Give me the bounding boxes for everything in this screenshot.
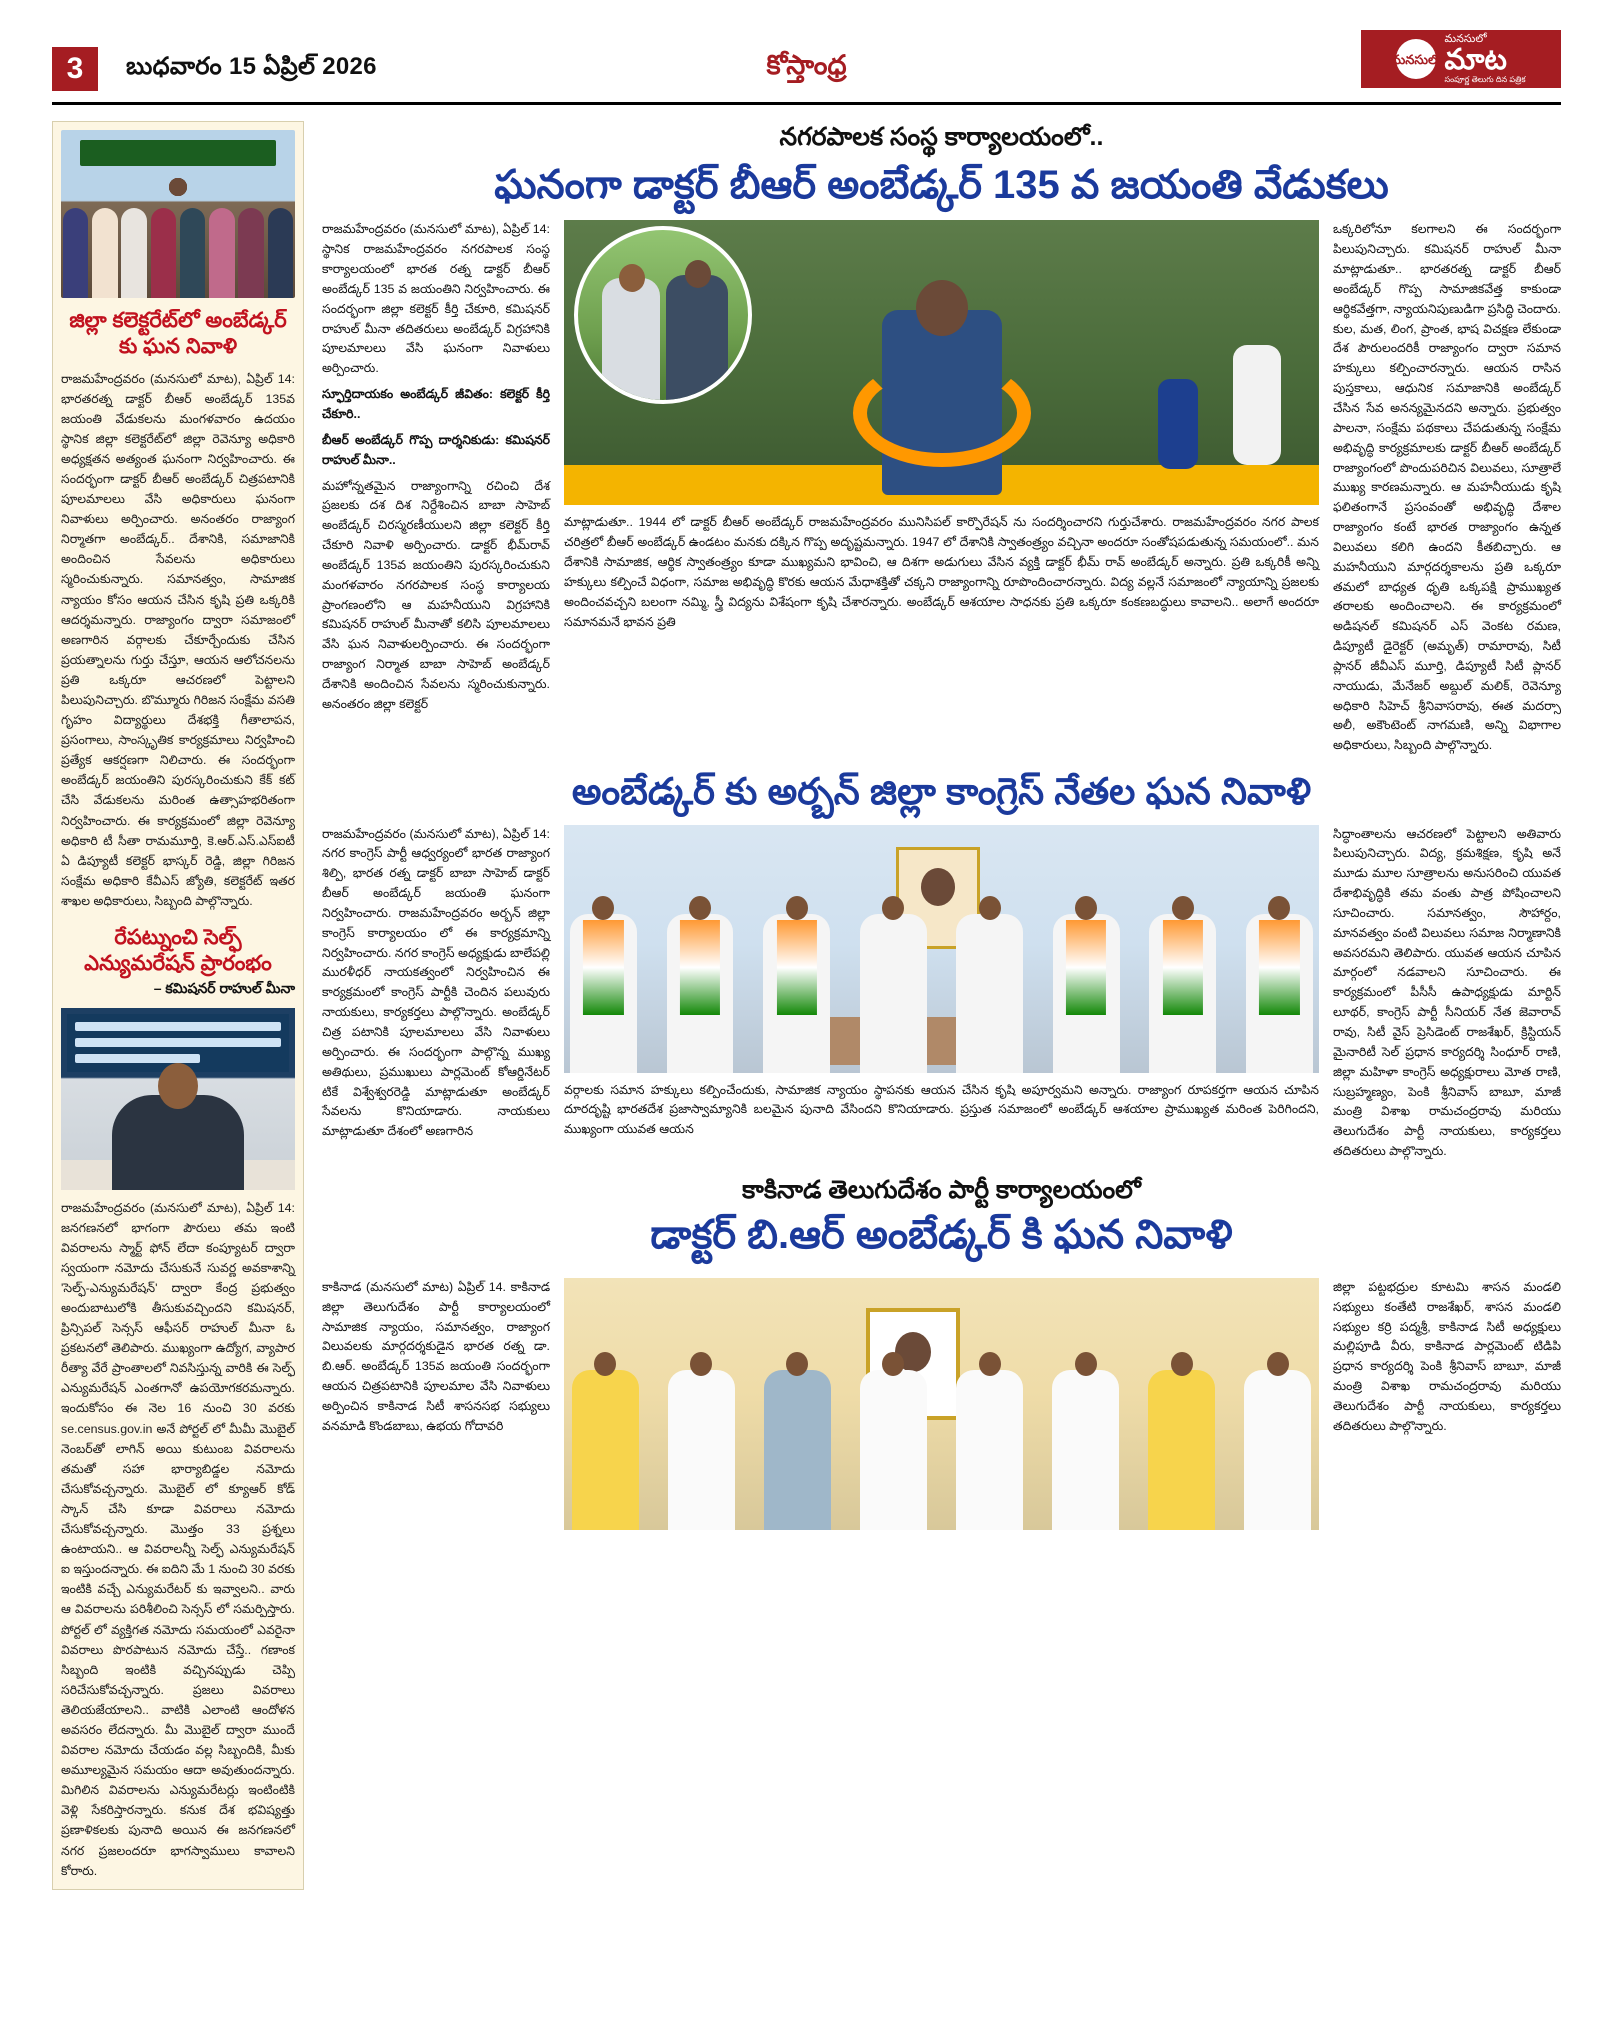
story-tdp-col-b [1333, 1278, 1561, 1530]
inset-person [666, 275, 727, 401]
story-congress-col-a [322, 825, 550, 1162]
congress-office-photo [564, 825, 1319, 1073]
photo-scarf [680, 920, 720, 1015]
photo-person [1148, 1370, 1215, 1530]
photo-person [238, 208, 264, 298]
photo-person [1053, 914, 1120, 1072]
story-tdp-col-b-text: జిల్లా పట్టభద్రుల కూటమి శాసన మండలి సభ్యులు కంతేటి రాజశేఖర్, శాసన మండలి సభ్యుల కర్రి పద్మశ్రీ, కాకినాడ సిటీ అధ్యక్షులు మల్లిపూడి వీరు, కాకినాడ పార్లమెంట్ టిడిపి ప్రధాన కార్యదర్శి పెంకి శ్రీనివాస్ బాబూ, మాజీ మంత్రి విశాఖ రామచంద్రరావు మరియు తెలుగుదేశం పార్టీ నాయకులు, కార్యకర్తలు తదితరులు పాల్గొన్నారు. [1333, 1279, 1561, 1433]
left-story2-subhead: – కమిషనర్ రాహుల్ మీనా [153, 979, 295, 996]
photo-person [268, 208, 294, 298]
photo-person [63, 208, 89, 298]
story-main [322, 123, 1561, 756]
inset-person-head [685, 260, 711, 288]
story-main-col-a-sub2: బీఆర్ అంబేడ్కర్ గొప్ప దార్శనికుడు: కమిషనర్ రాహుల్ మీనా.. [322, 432, 550, 467]
story-main-col-b [1333, 220, 1561, 756]
story-tdp [322, 1176, 1561, 1530]
logo-mark-icon [1391, 39, 1442, 79]
story-tdp-kicker: కాకినాడ తెలుగుదేశం పార్టీ కార్యాలయంలో [742, 1175, 1141, 1204]
story-main-columns [322, 220, 1561, 756]
story-main-kicker: నగరపాలక సంస్థ కార్యాలయంలో.. [779, 123, 1104, 151]
story-main-col-mid-text: మాట్లాడుతూ.. 1944 లో డాక్టర్ బీఆర్ అంబేడ్కర్ రాజమహేంద్రవరం మునిసిపల్ కార్పొరేషన్ ను సందర్శించారని గుర్తుచేశారు. రాజమహేంద్రవరం నగర పాలక చరిత్రలో బీఆర్ అంబేడ్కర్ ఉండటం మనకు దక్కిన గొప్ప అదృష్టమన్నారు. 1947 లో దేశానికి స్వాతంత్ర్యం వచ్చినా అందరూ సంతోషపడుతున్న సమయంలో.. మన దేశానికి సామాజిక, ఆర్థిక స్వాతంత్ర్యం కూడా ముఖ్యమని భావించి, ఆ దిశగా అడుగులు వేసిన వ్యక్తి డాక్టర్ భీమ్ రావ్ అంబేడ్కర్ అన్నారు. ప్రతి ఒక్కరికీ అన్ని హక్కులు కల్పించే విధంగా, సమాజ అభివృద్ధి కొరకు ఆయన మేధాశక్తితో చక్కని రాజ్యాంగాన్ని రూపొందించారన్నారు. విద్య వల్లనే సమాజంలో న్యాయాన్ని ప్రజలకు అందించవచ్చని బలంగా నమ్మి, స్త్రీ విద్యను విశేషంగా కృషి చేశారన్నారు. అంబేడ్కర్ ఆశయాల సాధనకు ప్రతి ఒక్కరూ కంకణబద్ధులు కావాలని.. అలాగే అందరూ సమానమనే భావన ప్రతి [564, 515, 1319, 629]
story-main-col-a-sub1: స్ఫూర్తిదాయకం అంబేడ్కర్ జీవితం: కలెక్టర్ కీర్తి చేకూరి.. [322, 387, 550, 421]
story-main-col-mid [564, 220, 1319, 756]
photo-person [570, 914, 637, 1072]
photo-person [180, 208, 206, 298]
logo-text [1444, 34, 1525, 84]
inset-speaker-photo [574, 226, 752, 404]
photo-person [956, 914, 1023, 1072]
story-congress-headline: అంబేడ్కర్ కు అర్బన్ జిల్లా కాంగ్రెస్ నేతల ఘన నివాళి [571, 771, 1312, 813]
photo-person [763, 914, 830, 1072]
photo-person [92, 208, 118, 298]
photo-person [764, 1370, 831, 1530]
left-story-headline: జిల్లా కలెక్టరేట్‌లో అంబేడ్కర్ కు ఘన నివాళి [69, 309, 287, 359]
right-column [322, 121, 1561, 1890]
story-main-headline: ఘనంగా డాక్టర్ బీఆర్ అంబేడ్కర్ 135 వ జయంతి వేడుకలు [494, 163, 1389, 207]
photo-person [956, 1370, 1023, 1530]
photo-people [564, 884, 1319, 1072]
photo-scarf [583, 920, 623, 1015]
story-congress-col-b [1333, 825, 1561, 1162]
photo-scarf [777, 920, 817, 1015]
photo-scarf [1163, 920, 1203, 1015]
commissioner-photo [61, 1008, 295, 1190]
photo-person [1052, 1370, 1119, 1530]
logo-top-text: మనసులో [1444, 32, 1487, 45]
photo-person [121, 208, 147, 298]
photo-person [572, 1370, 639, 1530]
collectorate-group-photo [61, 130, 295, 298]
photo-person [1149, 914, 1216, 1072]
inset-person-head [619, 264, 645, 292]
photo-child [1158, 379, 1198, 469]
left-story2-body: రాజమహేంద్రవరం (మనసులో మాట), ఏప్రిల్ 14: జనగణనలో భాగంగా పౌరులు తమ ఇంటి వివరాలను స్మార్ట్ ఫోన్ లేదా కంప్యూటర్ ద్వారా స్వయంగా నమోదు చేసుకునే సువర్ణ అవకాశాన్ని 'సెల్ఫ్-ఎన్యుమరేషన్' ద్వారా కేంద్ర ప్రభుత్వం అందుబాటులోకి తీసుకువచ్చిందని కమిషనర్, ప్రిన్సిపల్ సెన్సస్ ఆఫీసర్ రాహుల్ మీనా ఓ ప్రకటనలో తెలిపారు. ముఖ్యంగా ఉద్యోగ, వ్యాపార రీత్యా వేరే ప్రాంతాలలో నివసిస్తున్న వారికి ఈ సెల్ఫ్ ఎన్యుమరేషన్ ఎంతగానో ఉపయోగకరమన్నారు. ఇందుకోసం ఈ నెల 16 నుంచి 30 వరకు se.census.gov.in అనే పోర్టల్ లో మీమీ మొబైల్ నెంబర్‌తో లాగిన్ అయి కుటుంబ వివరాలను తమతో సహా భార్యాబిడ్డల నమోదు చేసుకోవచ్చన్నారు. మొబైల్ లో క్యూఆర్ కోడ్ స్కాన్ చేసి కూడా వివరాలు నమోదు చేసుకోవచ్చన్నారు. మొత్తం 33 ప్రశ్నలు ఉంటాయని.. ఆ వివరాలన్నీ సెల్ఫ్ ఎన్యుమరేషన్ ఐ ఇస్తుందన్నారు. ఈ ఐదిని మే 1 నుంచి 30 వరకు ఇంటికి వచ్చే ఎన్యుమరేటర్ కు ఇవ్వాలని.. వారు ఆ వివరాలను పరిశీలించి సెన్సస్ లో సమర్పిస్తారు. పోర్టల్ లో వ్యక్తిగత నమోదు సమయంలో ఎవరైనా వివరాలు పొరపాటున నమోదు చేస్తే.. గణాంక సిబ్బంది ఇంటికి వచ్చినప్పుడు చెప్పి సరిచేసుకోవచ్చన్నారు. ప్రజలు వివరాలు తెలియజేయాలని.. వాటికి ఎలాంటి ఆందోళన అవసరం లేదన్నారు. మీ మొబైల్ ద్వారా ముందే వివరాల నమోదు చేయడం వల్ల సిబ్బందికి, మీకు అమూల్యమైన సమయం ఆదా అవుతుందన్నారు. మిగిలిన వివరాలను ఎన్యుమరేటర్లు ఇంటింటికి వెళ్లి సేకరిస్తారన్నారు. కనుక దేశ భవిష్యత్తు ప్రణాళికలకు పునాది అయిన ఈ జనగణనలో నగర ప్రజలందరూ భాగస్వాములు కావాలని కోరారు. [61, 1200, 295, 1878]
story-congress-col-mid [564, 825, 1319, 1162]
story-tdp-columns [322, 1278, 1561, 1530]
photo-person [860, 1370, 927, 1530]
story-main-col-a-text1: రాజమహేంద్రవరం (మనసులో మాట), ఏప్రిల్ 14: స్థానిక రాజమహేంద్రవరం నగరపాలక సంస్థ కార్యాలయంలో భారత రత్న డాక్టర్ బీఆర్ అంబేడ్కర్ 135 వ జయంతిని నిర్వహించారు. ఈ సందర్భంగా జిల్లా కలెక్టర్ కీర్తి చేకూరి, కమిషనర్ రాహుల్ మీనా తదితరులు అంబేడ్కర్ విగ్రహానికి పూలమాలలు వేసి ఘనంగా నివాళులు అర్పించారు. [322, 222, 550, 376]
story-tdp-headline: డాక్టర్ బి.ఆర్ అంబేడ్కర్ కి ఘన నివాళి [650, 1212, 1233, 1257]
photo-statue-head [916, 280, 968, 336]
photo-person [860, 914, 927, 1072]
logo-tagline: సంపూర్ణ తెలుగు దిన పత్రిక [1444, 74, 1526, 84]
photo-person [1246, 914, 1313, 1072]
photo-person [151, 208, 177, 298]
photo-person [1244, 1370, 1311, 1530]
newspaper-logo [1361, 30, 1561, 88]
story-tdp-col-a [322, 1278, 550, 1530]
left-story2-headline: రేపట్నుంచి సెల్ఫ్ ఎన్యుమరేషన్ ప్రారంభం [84, 926, 272, 976]
story-congress-columns [322, 825, 1561, 1162]
photo-people [564, 1343, 1319, 1529]
ambedkar-statue-photo [564, 220, 1319, 505]
photo-scarf [1259, 920, 1299, 1015]
tdp-office-photo [564, 1278, 1319, 1530]
photo-person [1233, 345, 1281, 465]
page-number: 3 [52, 47, 98, 91]
logo-title: మాట [1444, 44, 1507, 77]
photo-person [667, 914, 734, 1072]
masthead [52, 32, 1561, 105]
poster-line [75, 1054, 200, 1063]
story-main-col-a [322, 220, 550, 756]
page-body [52, 121, 1561, 1890]
photo-scarf [1066, 920, 1106, 1015]
story-main-col-b-text: ఒక్కరిలోనూ కలగాలని ఈ సందర్భంగా పిలుపునిచ్చారు. కమిషనర్ రాహుల్ మీనా మాట్లాడుతూ.. భారతరత్న డాక్టర్ బీఆర్ అంబేడ్కర్ గొప్ప సామాజికవేత్త కాకుండా ఆర్థికవేత్తగా, న్యాయనిపుణుడిగా ప్రసిద్ధి చెందారు. కుల, మత, లింగ, ప్రాంత, భాష విచక్షణ లేకుండా దేశ పౌరులందరికీ రాజ్యాంగం ద్వారా సమాన హక్కులు కల్పించారన్నారు. ఆయన రాసిన పుస్తకాలు, ఆధునిక సమాజానికి అంబేడ్కర్ చేసిన సేవ అనన్యమైనదని అన్నారు. ప్రభుత్వం పాలనా, సంక్షేమ పథకాలు చేపడుతున్న సంక్షేమ అభివృద్ధి కార్యక్రమాలకు డాక్టర్ బీఆర్ అంబేడ్కర్ రాజ్యాంగంలో పొందుపరిచిన విలువలు, సూత్రాలే ముఖ్య కారణమన్నారు. ఆ మహనీయుడు కృషి ఫలితంగానే ప్రసంవంతో అభివృద్ధి దేశాల రాజ్యాంగం కంటే భారత రాజ్యాంగం ఉన్నత విలువలు కలిగి ఉందని కీతబిచ్చారు. ఆ మహనీయుని మార్గదర్శకాలను ప్రతి ఒక్కరూ తమలో బాధ్యత ధృతి ఒక్కపక్షి ప్రాముఖ్యత తరాలకు అందించాలని. ఈ కార్యక్రమంలో అడిషనల్ కమిషనర్ ఎస్ వెంకట రమణ, డిప్యూటీ డైరెక్టర్ (అమృత్) రామారావు, సిటీ ప్లానర్ జీవీఎస్ మూర్తి, డిప్యూటీ సిటీ ప్లానర్ నాయుడు, మేనేజర్ అబ్దుల్ మలిక్, రెవెన్యూ అధికారి సిహెచ్ శ్రీనివాసరావు, ఈత మదర్సా అలీ, అకౌంటెంట్ నాగమణి, అన్ని విభాగాల అధికారులు, సిబ్బంది పాల్గొన్నారు. [1333, 222, 1561, 753]
photo-person-head [158, 1063, 198, 1109]
photo-person [668, 1370, 735, 1530]
photo-people [61, 194, 295, 298]
story-tdp-col-a-text: కాకినాడ (మనసులో మాట) ఏప్రిల్ 14. కాకినాడ జిల్లా తెలుగుదేశం పార్టీ కార్యాలయంలో సామాజిక న్యాయం, సమానత్వం, రాజ్యాంగ విలువలకు మార్గదర్శకుడైన భారత రత్న డా. బి.ఆర్. అంబేడ్కర్ 135వ జయంతి సందర్భంగా ఆయన చిత్రపటానికి పూలమాల వేసి నివాళులు అర్పించిన కాకినాడ సిటీ శాసనసభ సభ్యులు వనమాడి కొండబాబు, ఉభయ గోదావరి [322, 1279, 550, 1433]
story-congress-col-mid-text: వర్గాలకు సమాన హక్కులు కల్పించేందుకు, సామాజిక న్యాయం స్థాపనకు ఆయన చేసిన కృషి అపూర్వమని అన్నారు. రాజ్యాంగ రూపకర్తగా ఆయన చూపిన దూరదృష్టి భారతదేశ ప్రజాస్వామ్యానికి బలమైన పునాది వేసిందని కొనియాడారు. ప్రస్తుత సమాజంలో అంబేడ్కర్ ఆశయాల ప్రాముఖ్యత మరింత పెరిగిందని, ముఖ్యంగా యువత ఆయన [564, 1082, 1319, 1137]
section-title: కోస్తాంధ్ర [766, 50, 847, 80]
left-column [52, 121, 304, 1890]
publication-date: బుధవారం 15 ఏప్రిల్ 2026 [126, 52, 377, 80]
photo-person [209, 208, 235, 298]
story-congress [322, 770, 1561, 1162]
story-congress-col-b-text: సిద్ధాంతాలను ఆచరణలో పెట్టాలని అతివారు పిలుపునిచ్చారు. విద్య, క్రమశిక్షణ, కృషి అనే మూడు మూల సూత్రాలను అనుసరించి యువత దేశాభివృద్ధికి తమ వంతు పాత్ర పోషించాలని సూచించారు. సమానత్వం, సౌహార్దం, మానవత్వం వంటి విలువలు సమాజ నిర్మాణానికి అవసరమని తెలిపారు. యువత ఆయన చూపిన మార్గంలో నడవాలని సూచించారు. ఈ కార్యక్రమంలో పీసీసీ ఉపాధ్యక్షుడు మార్టిన్ లూథర్, కాంగ్రెస్ పార్టీ సీనియర్ నేత జెవారావ్ రావు, సిటీ వైస్ ప్రెసిడెంట్ రాజశేఖర్, క్రిస్టియన్ మైనారిటీ సెల్ ప్రధాన కార్యదర్శి సింధూర్ రాణి, జిల్లా మహిళా కాంగ్రెస్ అధ్యక్షురాలు మోత రాణి, సుబ్రహ్మణ్యం, పెంకి శ్రీనివాస్ బాబూ, మాజీ మంత్రి విశాఖ రామచంద్రరావు మరియు తెలుగుదేశం పార్టీ నాయకులు, కార్యకర్తలు తదితరులు పాల్గొన్నారు. [1333, 826, 1561, 1159]
poster-line [75, 1038, 281, 1047]
photo-banner [80, 140, 277, 166]
inset-person [602, 278, 660, 400]
story-main-col-a-text2: మహోన్నతమైన రాజ్యాంగాన్ని రచించి దేశ ప్రజలకు దశ దిశ నిర్దేశించిన బాబా సాహెబ్ అంబేడ్కర్ చిరస్మరణీయులని జిల్లా కలెక్టర్ కీర్తి చేకూరి నివాళి అర్పించారు. డాక్టర్ భీమ్‌రావ్ అంబేడ్కర్ 135వ జయంతిని పురస్కరించుకుని మంగళవారం నగరపాలక సంస్థ కార్యాలయ ప్రాంగణంలోని ఆ మహనీయుని విగ్రహానికి కమిషనర్ రాహుల్ మీనాతో కలిసి పూలమాలలు వేసి ఘన నివాళులర్పించారు. ఈ సందర్భంగా రాజ్యాంగ నిర్మాత బాబా సాహెబ్ అంబేడ్కర్ దేశానికి అందించిన సేవలను స్మరించుకున్నారు. అనంతరం జిల్లా కలెక్టర్ [322, 478, 550, 711]
logo-mark-top: మనసులో [1391, 51, 1442, 67]
photo-garland [853, 359, 1031, 467]
story-tdp-col-mid [564, 1278, 1319, 1530]
left-story-body: రాజమహేంద్రవరం (మనసులో మాట), ఏప్రిల్ 14: భారతరత్న డాక్టర్ బీఆర్ అంబేడ్కర్ 135వ జయంతి వేడుకలను మంగళవారం ఉదయం స్థానిక జిల్లా కలెక్టరేట్‌లో జిల్లా రెవెన్యూ అధికారి అధ్యక్షతన అత్యంత ఘనంగా నిర్వహించారు. ఈ సందర్భంగా డాక్టర్ బీఆర్ అంబేడ్కర్ చిత్రపటానికి పూలమాలలు వేసి అధికారులు ఘనంగా నివాళులు అర్పించారు. అనంతరం రాజ్యాంగ నిర్మాతగా అంబేడ్కర్.. దేశానికి, సమాజానికి అందించిన సేవలను అధికారులు స్మరించుకున్నారు. సమానత్వం, సామాజిక న్యాయం కోసం ఆయన చేసిన కృషి ప్రతి ఒక్కరికి ఆదర్శమన్నారు. రాజ్యాంగం ద్వారా సమాజంలో అణగారిన వర్గాలకు చేకూర్చేందుకు చేసిన ప్రయత్నాలను గుర్తు చేస్తూ, ఆయన ఆలోచనలను ప్రతి ఒక్కరూ ఆచరణలో పెట్టాలని పిలుపునిచ్చారు. బొమ్మూరు గిరిజన సంక్షేమ వసతి గృహం విద్యార్థులు దేశభక్తి గీతాలాపన, ప్రసంగాలు, సాంస్కృతిక కార్యక్రమాలు నిర్వహించి ప్రత్యేక ఆకర్షణగా నిలిచారు. ఈ సందర్భంగా అంబేడ్కర్ జయంతిని పురస్కరించుకుని కేక్ కట్ చేసి వేడుకలను మరింత ఉత్సాహభరితంగా నిర్వహించారు. ఈ కార్యక్రమంలో జిల్లా రెవెన్యూ అధికారి టీ సీతా రామమూర్తి, కె.ఆర్.ఎస్.ఎస్ఐటీ ఏ డిప్యూటీ కలెక్టర్ భాస్కర్ రెడ్డి, జిల్లా గిరిజన సంక్షేమ అధికారి కేవీఎస్ జ్యోతి, కలెక్టరేట్ ఇతర శాఖల అధికారులు, సిబ్బంది పాల్గొన్నారు. [61, 371, 295, 908]
poster-line [75, 1022, 281, 1031]
story-congress-col-a-text: రాజమహేంద్రవరం (మనసులో మాట), ఏప్రిల్ 14: నగర కాంగ్రెస్ పార్టీ ఆధ్వర్యంలో భారత రాజ్యాంగ శిల్పి, భారత రత్న డాక్టర్ బాబా సాహెబ్ డాక్టర్ బీఆర్ అంబేడ్కర్ జయంతి ఘనంగా నిర్వహించారు. రాజమహేంద్రవరం అర్బన్ జిల్లా కాంగ్రెస్ కార్యాలయం లో ఈ కార్యక్రమాన్ని నిర్వహించారు. నగర కాంగ్రెస్ అధ్యక్షుడు బాలేపల్లి మురళీధర్ నాయకత్వంలో నిర్వహించిన ఈ కార్యక్రమంలో కాంగ్రెస్ పార్టీకి చెందిన పలువురు నాయకులు, కార్యకర్తలు పాల్గొన్నారు. అంబేడ్కర్ చిత్ర పటానికి పూలమాలలు వేసి నివాళులు అర్పించారు. ఈ సందర్భంగా పాల్గొన్న ముఖ్య అతిథులు, ప్రముఖులు పార్లమెంట్ కోఆర్డినేటర్ టికే విశ్వేశ్వరరెడ్డి మాట్లాడుతూ అంబేడ్కర్ సేవలను కొనియాడారు. నాయకులు మాట్లాడుతూ దేశంలో అణగారిన [322, 826, 550, 1139]
